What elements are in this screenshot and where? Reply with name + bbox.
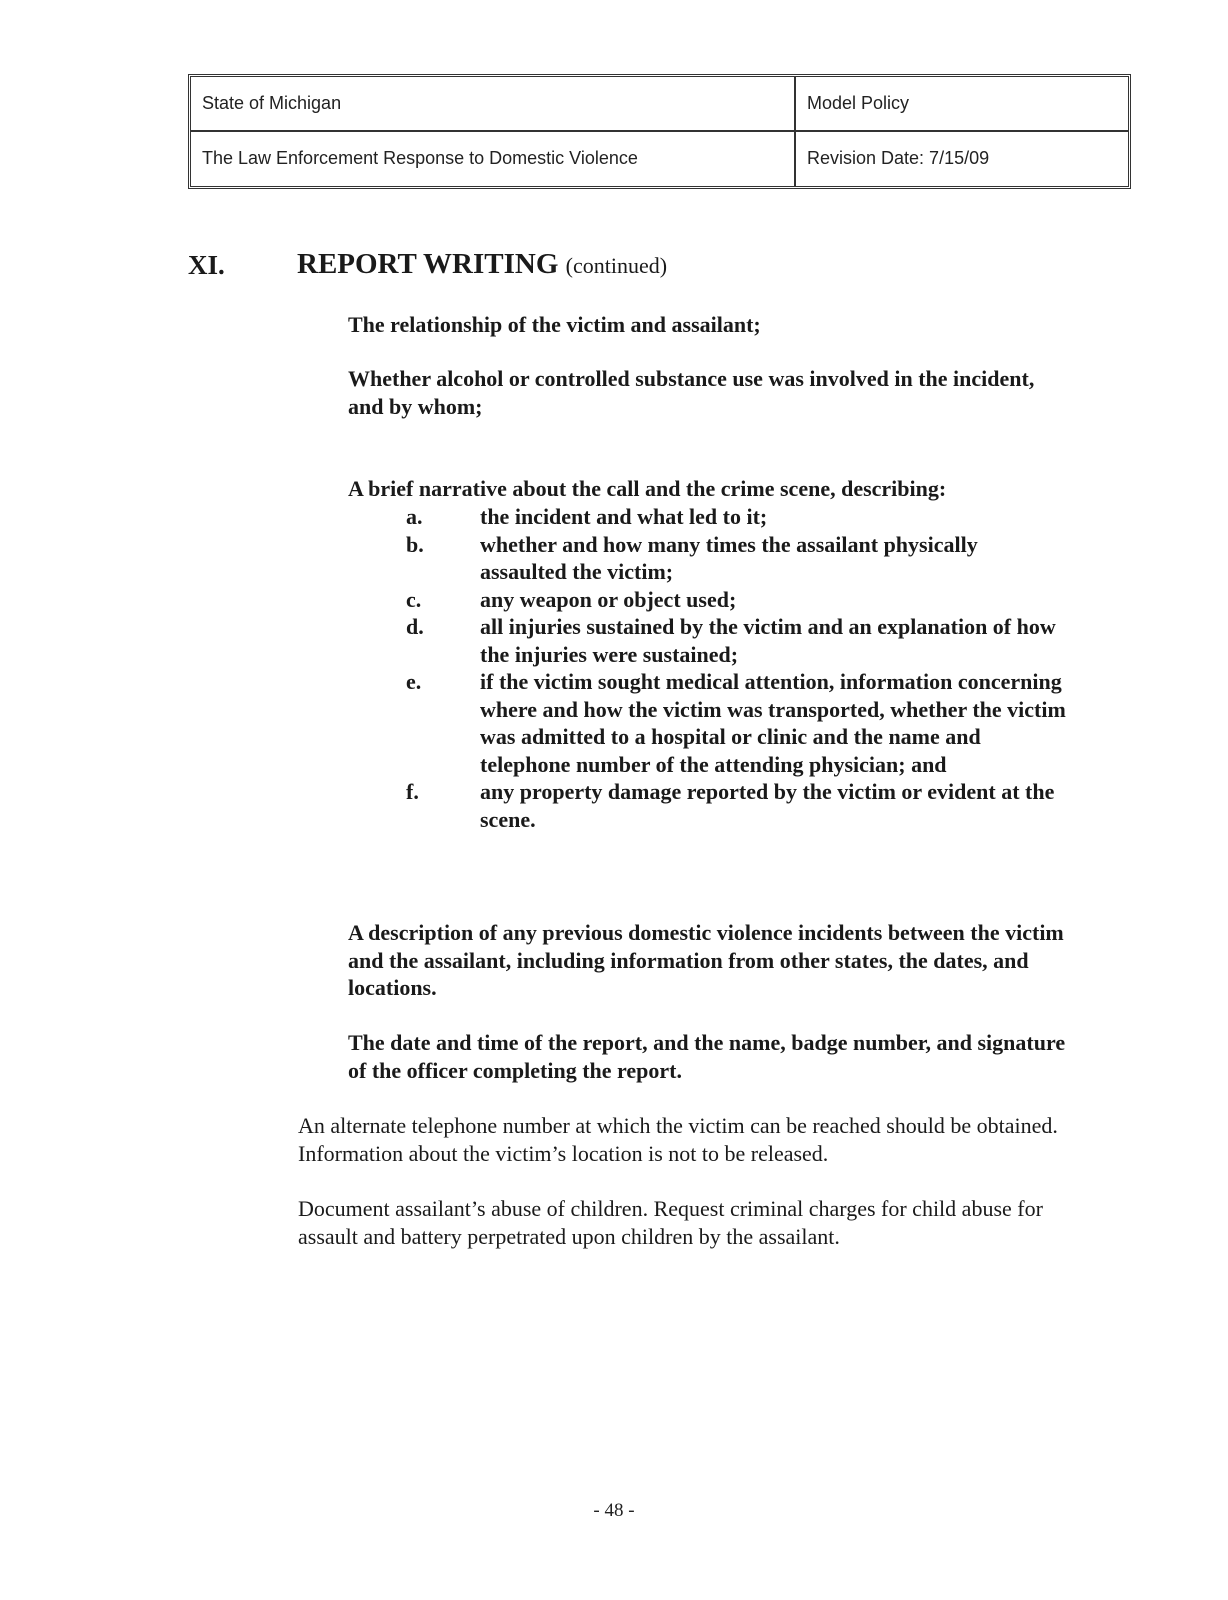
list-marker: e.	[406, 669, 422, 694]
list-item	[348, 531, 1068, 586]
header-row	[191, 77, 1128, 132]
section-title: REPORT WRITING	[297, 248, 559, 280]
list-item	[348, 503, 1068, 531]
paragraph-child-abuse: Document assailant’s abuse of children. Request criminal charges for child abuse for assault and battery perpetrated upon children by the assailant.	[298, 1196, 1043, 1249]
header-state: State of Michigan	[191, 77, 796, 130]
list-item	[348, 613, 1068, 668]
list-item	[348, 668, 1068, 778]
list-item	[348, 586, 1068, 614]
header-revision-date: Revision Date: 7/15/09	[807, 148, 990, 169]
list-marker: d.	[406, 614, 424, 639]
paragraph-previous-incidents: A description of any previous domestic violence incidents between the victim and the assailant, including information from other states, the dates, and locations.	[348, 920, 1064, 1000]
paragraph-alcohol: Whether alcohol or controlled substance use was involved in the incident, and by whom;	[348, 366, 1035, 419]
list-marker: f.	[406, 779, 419, 804]
list-item	[348, 778, 1068, 833]
list-item-text: whether and how many times the assailant physically assaulted the victim;	[480, 531, 978, 584]
header-policy-title: The Law Enforcement Response to Domestic Violence	[191, 132, 796, 187]
list-marker: b.	[406, 531, 424, 557]
narrative-list	[348, 503, 1068, 833]
list-marker: a.	[406, 504, 423, 529]
section-heading	[297, 248, 667, 281]
list-item-text: the incident and what led to it;	[480, 504, 768, 529]
section-continued: (continued)	[565, 253, 668, 278]
paragraph-alternate-phone: An alternate telephone number at which the victim can be reached should be obtained. Information about the victim’s location is not to be released.	[298, 1113, 1058, 1166]
list-marker: c.	[406, 586, 422, 612]
list-item-text: all injuries sustained by the victim and an explanation of how the injuries were sustained;	[480, 614, 1056, 667]
list-item-text: any weapon or object used;	[480, 586, 737, 612]
header-row	[191, 132, 1128, 187]
list-item-text: any property damage reported by the victim or evident at the scene.	[480, 779, 1055, 832]
section-number: XI.	[188, 250, 225, 280]
header-policy-type: Model Policy	[807, 92, 910, 113]
paragraph-date-time: The date and time of the report, and the name, badge number, and signature of the officer completing the report.	[348, 1030, 1066, 1083]
list-item-text: if the victim sought medical attention, information concerning where and how the victim was transported, whether the victim was admitted to a hospital or clinic and the name and telephone number of the attending physician; and	[480, 669, 1066, 777]
header-table	[188, 74, 1131, 189]
page-number: - 48 -	[593, 1500, 635, 1521]
paragraph-narrative-intro: A brief narrative about the call and the crime scene, describing:	[348, 476, 947, 501]
paragraph-relationship: The relationship of the victim and assailant;	[348, 312, 761, 337]
